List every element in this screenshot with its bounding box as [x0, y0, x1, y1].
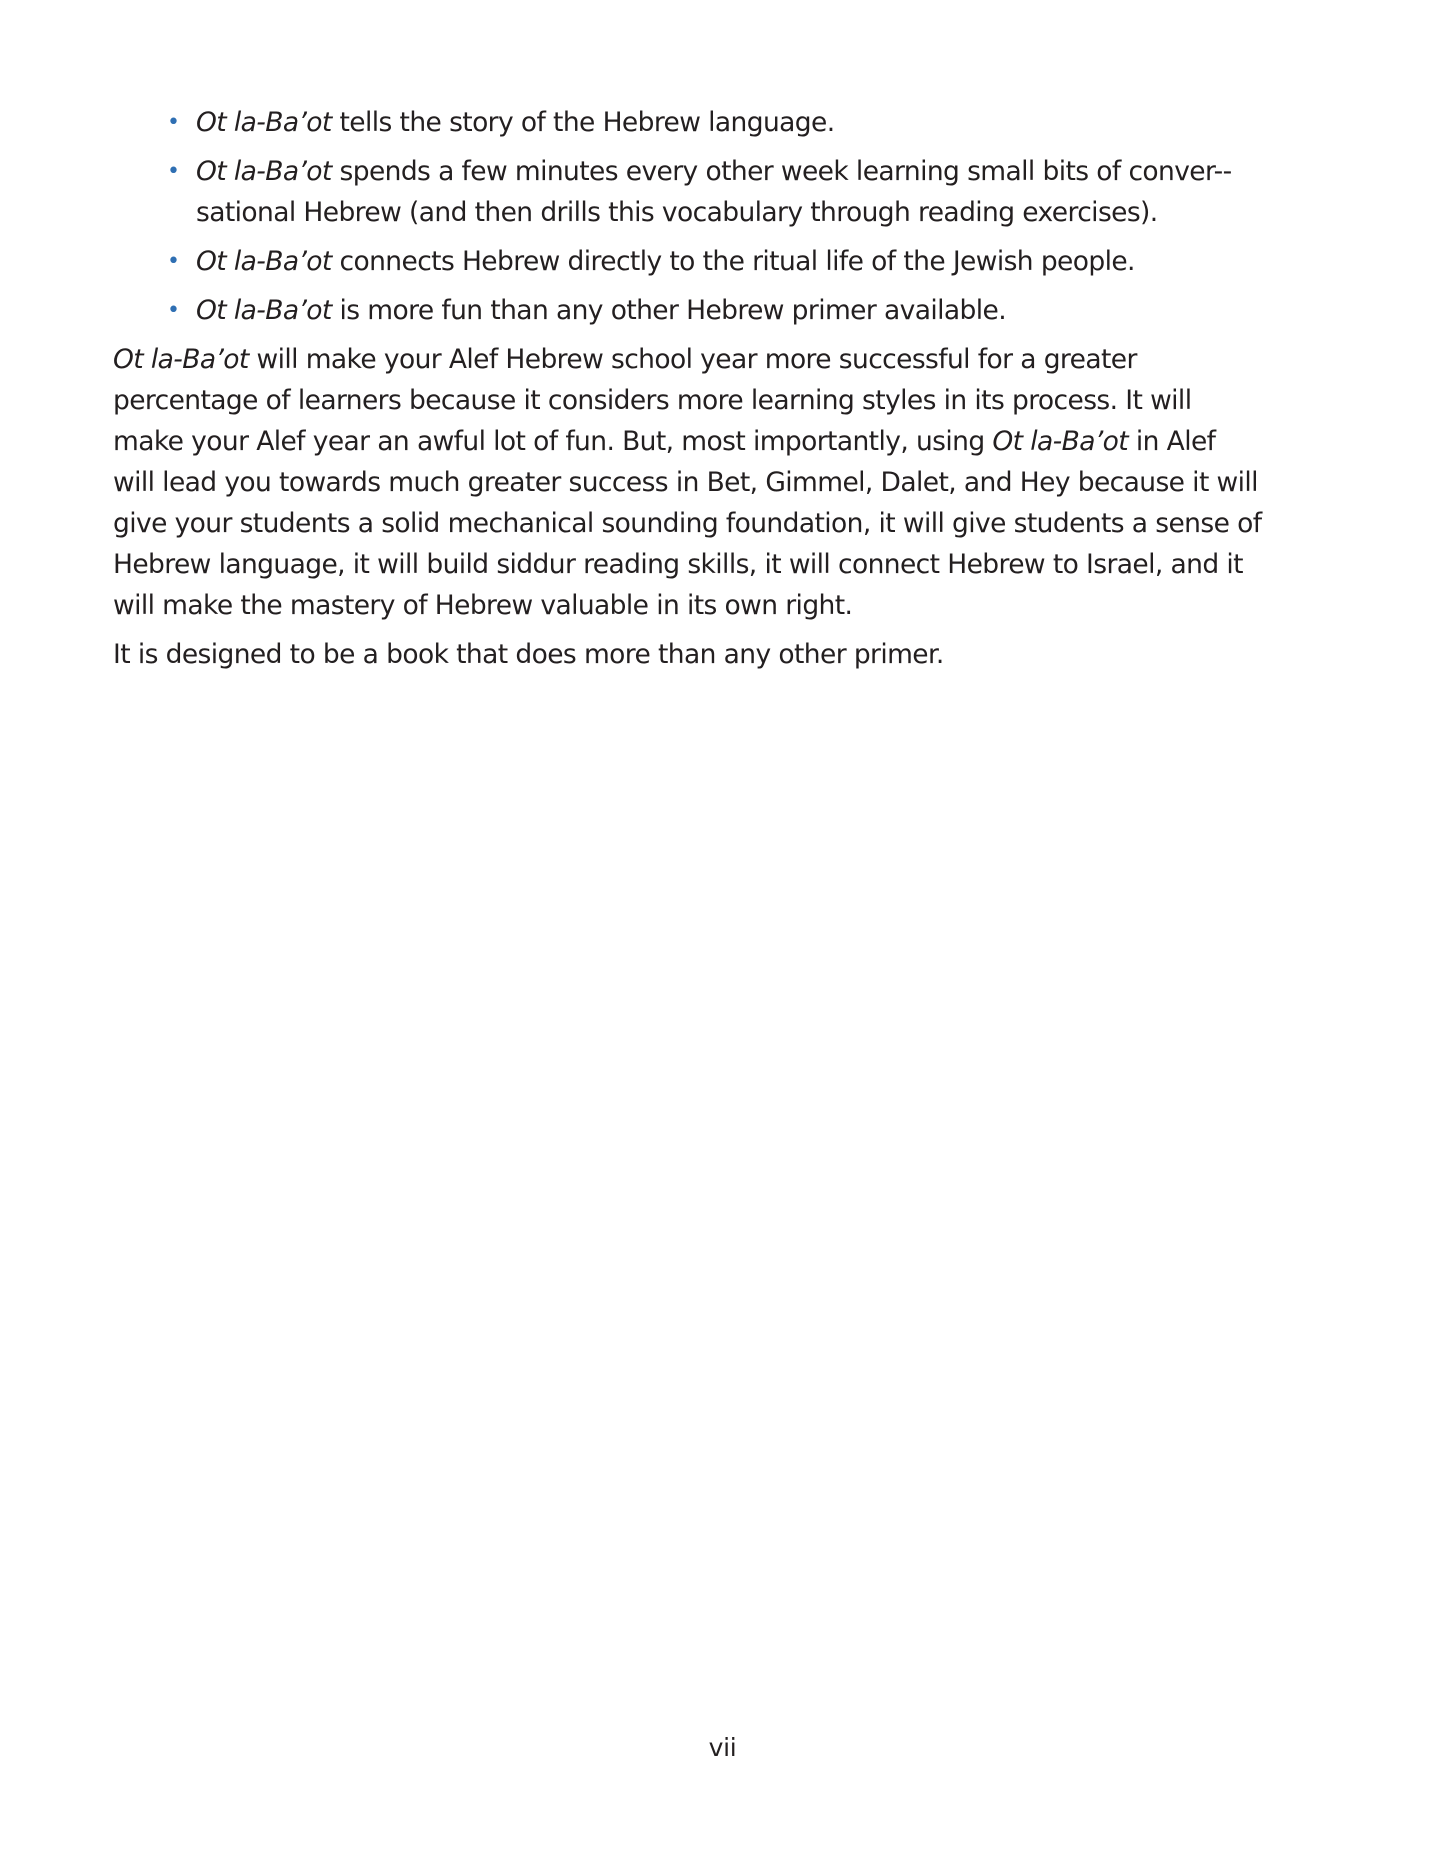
- book-title: Ot la-Ba’ot: [196, 107, 332, 138]
- paragraph-text: in Alef will lead you towards much greater success in Bet, Gimmel, Dalet, and Hey because it will give your students a solid mechanical sounding foundation, it will give students a sense of Hebrew language, it will build siddur reading skills, it will connect Hebrew to Israel, and it will make the mastery of Hebrew valuable in its own right.: [113, 426, 1262, 621]
- page-number: vii: [708, 1733, 737, 1762]
- page-body: [113, 102, 1263, 683]
- bullet-text: spends a few minutes every other week learning small bits of conver-sational Hebrew (and then drills this vocabulary through reading exercises).: [196, 156, 1233, 228]
- bullet-text: is more fun than any other Hebrew primer available.: [331, 295, 1007, 326]
- bullet-item: [113, 290, 1263, 331]
- body-paragraph: [113, 339, 1263, 626]
- book-title: Ot la-Ba’ot: [992, 426, 1129, 457]
- bullet-text: connects Hebrew directly to the ritual life of the Jewish people.: [331, 246, 1135, 277]
- closing-paragraph: It is designed to be a book that does more than any other primer.: [113, 639, 944, 670]
- bullet-dot-icon: •: [167, 110, 180, 135]
- book-title: Ot la-Ba’ot: [113, 344, 249, 375]
- bullet-dot-icon: •: [167, 249, 180, 274]
- bullet-item: [113, 102, 1263, 143]
- bullet-dot-icon: •: [167, 159, 180, 184]
- bullet-text: tells the story of the Hebrew language.: [331, 107, 835, 138]
- book-title: Ot la-Ba’ot: [196, 295, 332, 326]
- bullet-item: [113, 241, 1263, 282]
- book-title: Ot la-Ba’ot: [196, 246, 332, 277]
- bullet-item: [113, 151, 1263, 233]
- feature-bullet-list: [113, 102, 1263, 331]
- book-title: Ot la-Ba’ot: [196, 156, 332, 187]
- paragraph-text: will make your Alef Hebrew school year more successful for a greater percentage of learners because it considers more learning styles in its process. It will make your Alef year an awful lot of fun. But, most importantly, using: [113, 344, 1192, 457]
- bullet-dot-icon: •: [167, 298, 180, 323]
